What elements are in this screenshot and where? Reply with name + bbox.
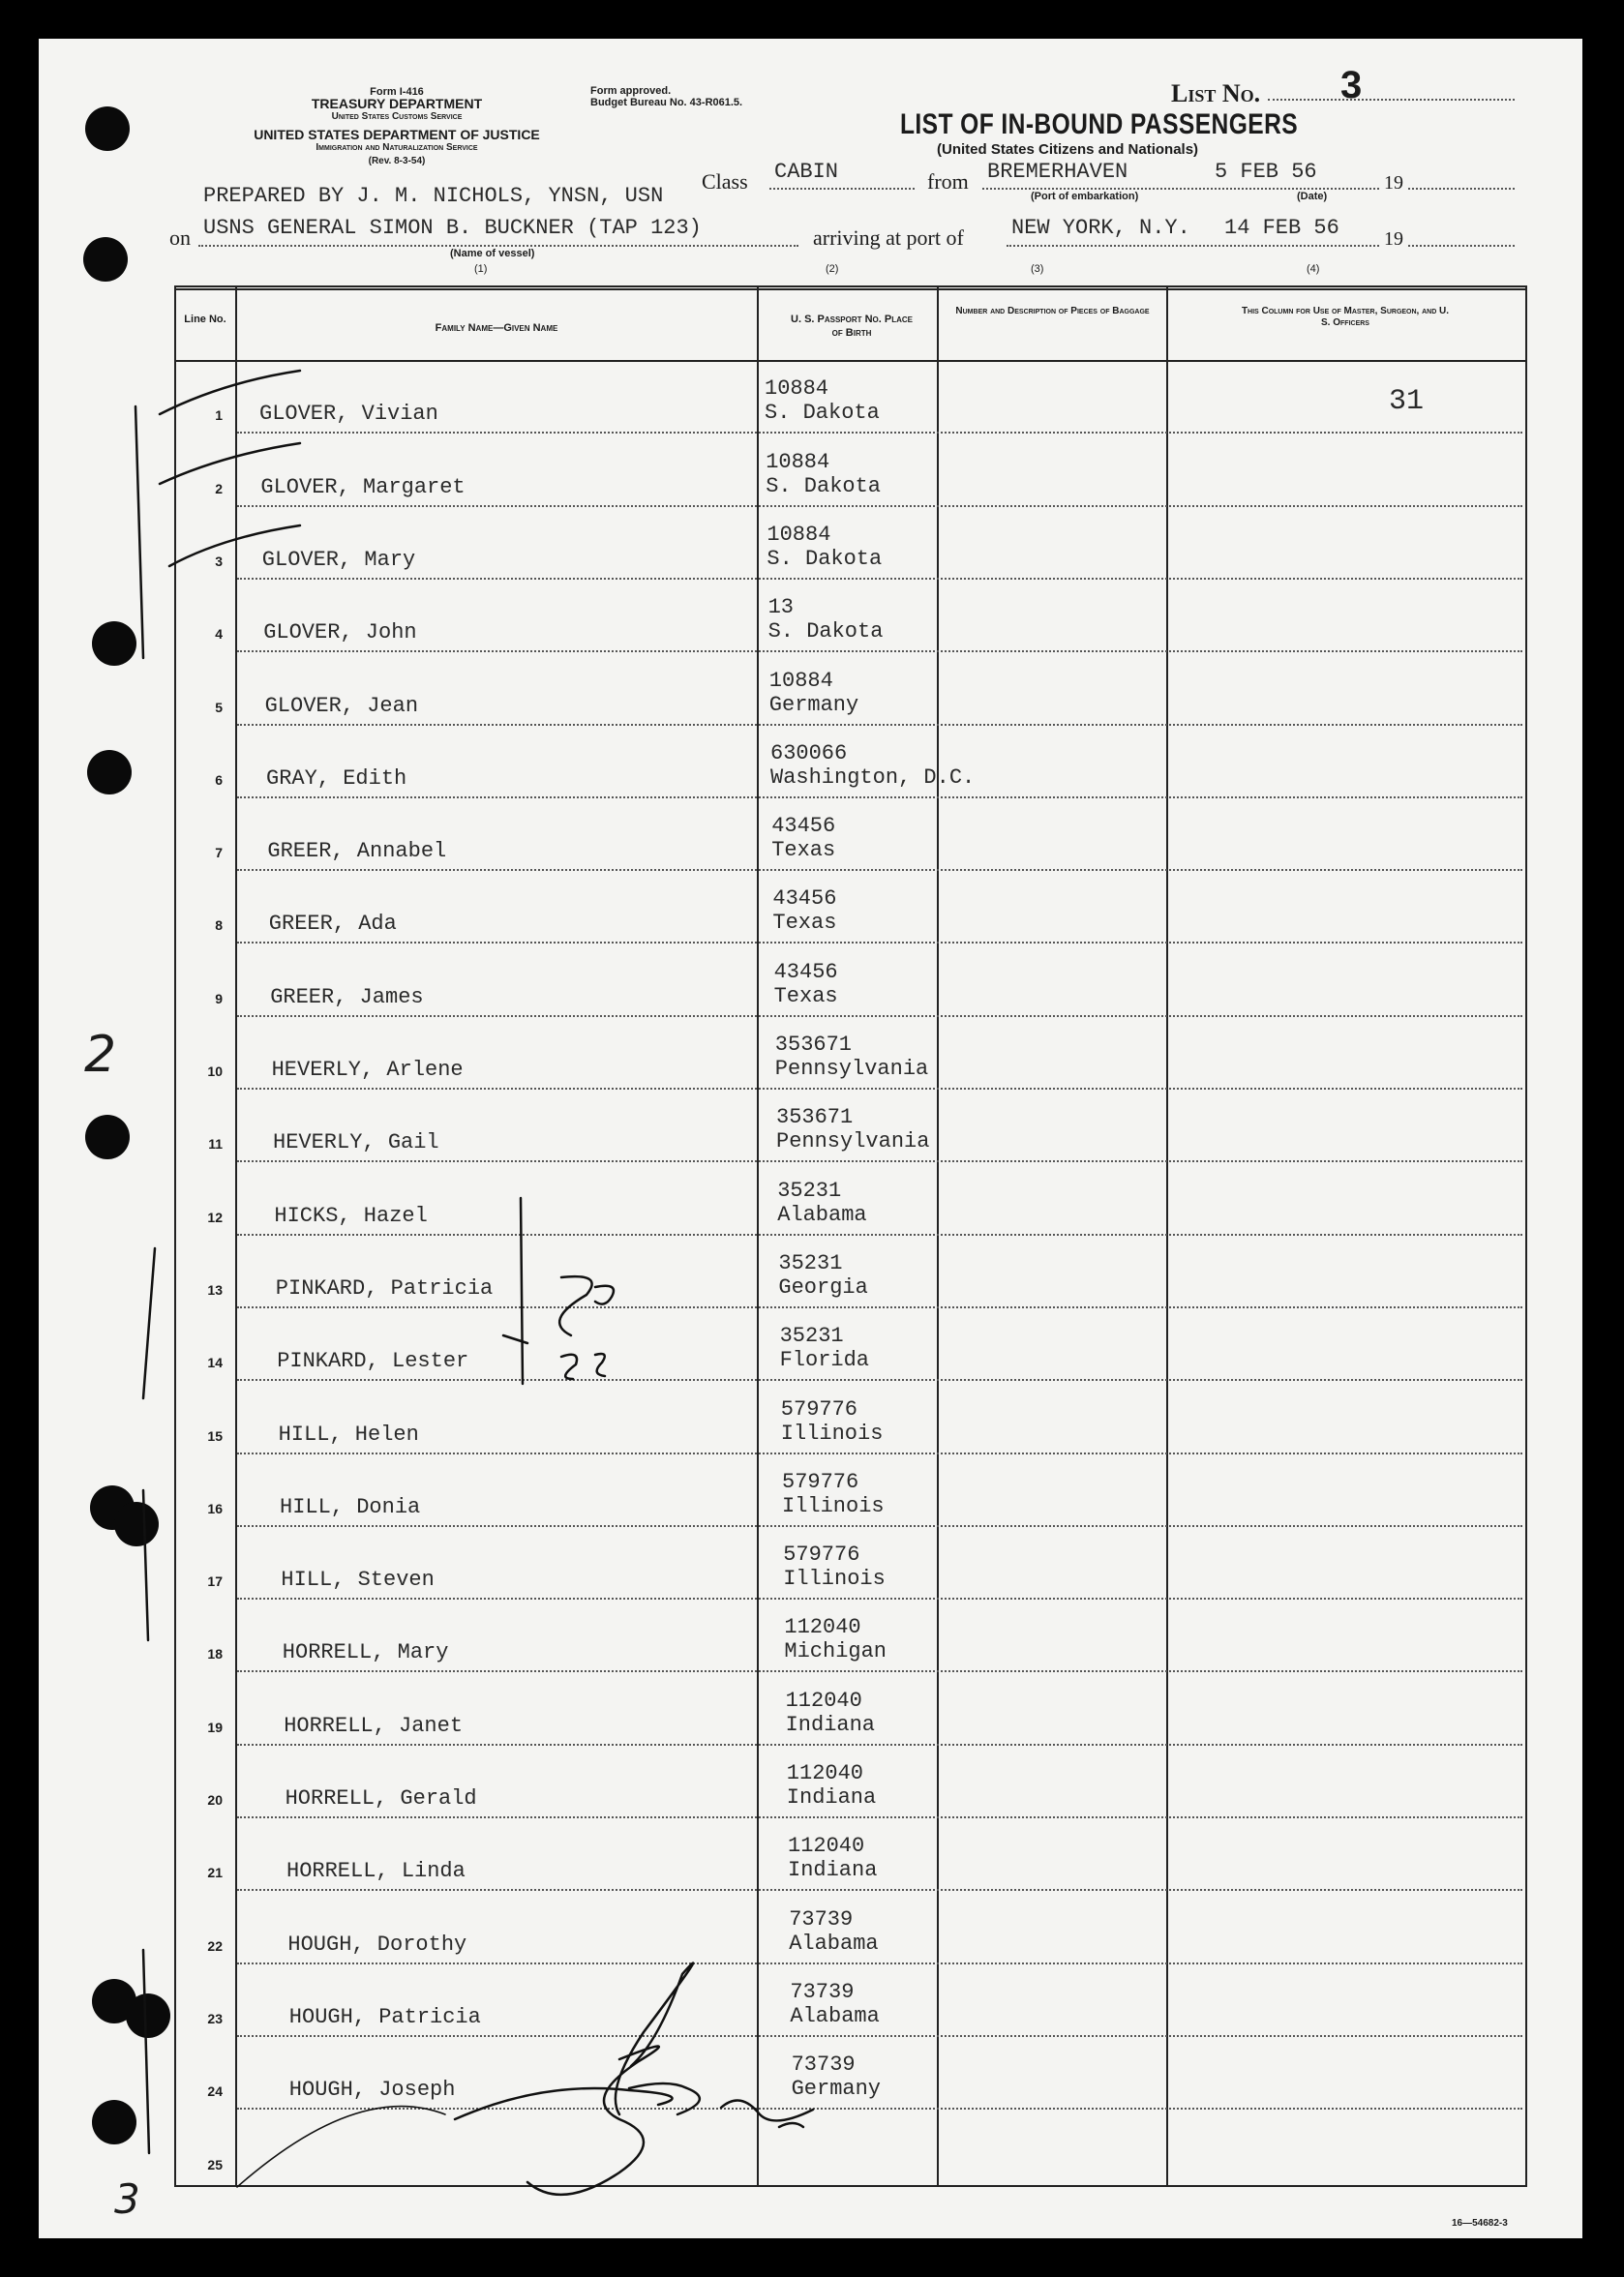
col-number-1: (1)	[474, 263, 488, 275]
row-line-number: 21	[207, 1865, 223, 1881]
port-embark-caption: (Port of embarkation)	[1031, 191, 1139, 202]
place-of-birth: S. Dakota	[765, 401, 880, 426]
passenger-name: HOUGH, Dorothy	[287, 1932, 467, 1957]
ins-service: Immigration and Naturalization Service	[316, 142, 478, 153]
row-line-number: 25	[207, 2156, 223, 2172]
passenger-name: PINKARD, Lester	[277, 1349, 469, 1374]
row-line-number: 20	[207, 1792, 223, 1808]
place-of-birth: Indiana	[788, 1858, 878, 1883]
row-line-number: 14	[207, 1355, 223, 1371]
col-header-passport: U. S. Passport No. Place of Birth	[791, 314, 913, 339]
handwritten-marks	[39, 39, 1582, 2238]
year-19-b: 19	[1384, 228, 1403, 250]
row-line-number: 10	[207, 1064, 223, 1079]
customs-service: United States Customs Service	[331, 111, 463, 122]
passport-number: 35231	[779, 1324, 844, 1349]
place-of-birth: Indiana	[785, 1712, 876, 1737]
vessel-caption: (Name of vessel)	[450, 248, 535, 259]
place-of-birth: Washington, D.C.	[770, 764, 976, 790]
passport-number: 579776	[782, 1469, 859, 1494]
margin-note-2: 2	[84, 1026, 117, 1084]
row-line-number: 6	[215, 771, 223, 788]
form-approved: Form approved.	[590, 85, 672, 97]
row-line-number: 2	[215, 480, 223, 496]
passport-number: 112040	[786, 1761, 864, 1785]
place-of-birth: Texas	[773, 983, 838, 1008]
passport-number: 630066	[770, 740, 848, 765]
passport-number: 73739	[790, 1979, 855, 2004]
passport-number: 112040	[788, 1834, 865, 1859]
place-of-birth: Florida	[779, 1348, 870, 1373]
passport-number: 353671	[776, 1105, 854, 1130]
place-of-birth: Illinois	[783, 1567, 886, 1592]
place-of-birth: S. Dakota	[767, 546, 883, 571]
passport-number: 10884	[766, 449, 830, 474]
passenger-name: GLOVER, Vivian	[259, 402, 438, 427]
place-of-birth: Indiana	[786, 1785, 877, 1810]
row-line-number: 12	[207, 1209, 223, 1225]
place-of-birth: Texas	[771, 838, 836, 863]
place-of-birth: Alabama	[789, 1931, 879, 1956]
passport-number: 353671	[774, 1033, 853, 1057]
passenger-name: GREER, James	[270, 984, 424, 1009]
vessel-name: USNS GENERAL SIMON B. BUCKNER (TAP 123)	[203, 216, 702, 240]
officer-note: 31	[1389, 385, 1425, 418]
place-of-birth: S. Dakota	[766, 473, 882, 498]
form-number: Form I-416	[370, 86, 424, 98]
place-of-birth: Alabama	[777, 1202, 867, 1227]
row-line-number: 16	[207, 1500, 223, 1516]
passenger-name: GRAY, Edith	[266, 765, 407, 791]
row-line-number: 15	[207, 1427, 223, 1444]
passport-number: 13	[767, 595, 794, 620]
row-line-number: 22	[207, 1937, 223, 1954]
row-line-number: 8	[215, 917, 223, 934]
year-19-a: 19	[1384, 172, 1403, 194]
from-label: from	[927, 169, 969, 194]
passenger-name: HORRELL, Mary	[282, 1640, 449, 1665]
justice-department: UNITED STATES DEPARTMENT OF JUSTICE	[254, 127, 540, 142]
passenger-name: HILL, Helen	[278, 1422, 419, 1447]
row-line-number: 17	[207, 1573, 223, 1590]
col-number-2: (2)	[826, 263, 839, 275]
place-of-birth: Germany	[768, 692, 859, 717]
passenger-name: HORRELL, Gerald	[285, 1786, 477, 1811]
passport-number: 43456	[772, 886, 837, 912]
row-line-number: 24	[207, 2083, 223, 2100]
document-title: LIST OF IN-BOUND PASSENGERS	[900, 108, 1299, 140]
passport-number: 43456	[771, 814, 836, 839]
row-line-number: 4	[215, 626, 223, 643]
row-line-number: 23	[207, 2010, 223, 2026]
arrival-port: NEW YORK, N.Y.	[1011, 216, 1190, 240]
passenger-name: HORRELL, Linda	[286, 1859, 466, 1884]
place-of-birth: Pennsylvania	[776, 1129, 930, 1154]
row-line-number: 5	[215, 699, 223, 715]
arrival-date: 14 FEB 56	[1224, 216, 1339, 240]
place-of-birth: Georgia	[778, 1274, 868, 1300]
passenger-name: GLOVER, Margaret	[260, 474, 466, 499]
place-of-birth: Pennsylvania	[774, 1057, 929, 1081]
class-label: Class	[702, 169, 748, 194]
passport-number: 73739	[791, 2052, 856, 2078]
place-of-birth: Germany	[791, 2077, 882, 2102]
margin-note-3: 3	[114, 2175, 140, 2223]
passport-number: 10884	[767, 522, 831, 547]
print-code: 16—54682-3	[1452, 2218, 1508, 2229]
date-caption: (Date)	[1297, 191, 1328, 202]
passport-number: 10884	[768, 668, 833, 693]
passport-number: 10884	[765, 376, 829, 402]
passenger-name: GLOVER, Mary	[261, 547, 416, 572]
arriving-label: arriving at port of	[813, 225, 964, 250]
list-no-value: 3	[1340, 64, 1363, 106]
row-line-number: 1	[215, 407, 223, 424]
treasury-department: TREASURY DEPARTMENT	[311, 96, 483, 111]
col-header-line-no: Line No.	[184, 314, 226, 325]
embarkation-date: 5 FEB 56	[1215, 160, 1317, 184]
passenger-name: HEVERLY, Gail	[273, 1130, 439, 1155]
manifest-sheet	[39, 39, 1582, 2238]
place-of-birth: Alabama	[790, 2003, 880, 2028]
col-number-3: (3)	[1031, 263, 1044, 275]
passport-number: 35231	[777, 1178, 842, 1203]
prepared-by: PREPARED BY J. M. NICHOLS, YNSN, USN	[203, 184, 664, 208]
passenger-name: PINKARD, Patricia	[275, 1275, 494, 1301]
passenger-name: HOUGH, Patricia	[288, 2004, 481, 2029]
col-header-baggage: Number and Description of Pieces of Baggage	[955, 306, 1150, 316]
budget-bureau-no: Budget Bureau No. 43-R061.5.	[590, 97, 743, 108]
row-line-number: 3	[215, 553, 223, 569]
row-line-number: 9	[215, 990, 223, 1006]
list-no-label: List No.	[1171, 79, 1261, 107]
passenger-name: HILL, Donia	[280, 1494, 421, 1519]
passenger-name: GLOVER, Jean	[264, 693, 419, 718]
revision-date: (Rev. 8-3-54)	[368, 156, 426, 166]
row-line-number: 19	[207, 1719, 223, 1735]
place-of-birth: Texas	[772, 911, 837, 936]
class-value: CABIN	[774, 160, 839, 184]
on-label: on	[169, 225, 191, 250]
col-header-officers: This Column for Use of Master, Surgeon, and U. S. Officers	[1241, 306, 1450, 328]
passenger-name: HORRELL, Janet	[284, 1713, 464, 1738]
passport-number: 112040	[784, 1615, 861, 1640]
passenger-name: GREER, Annabel	[267, 839, 447, 864]
document-subtitle: (United States Citizens and Nationals)	[937, 141, 1199, 158]
passenger-name: HICKS, Hazel	[274, 1203, 428, 1228]
row-line-number: 7	[215, 845, 223, 861]
passenger-name: GLOVER, John	[263, 620, 417, 645]
place-of-birth: Illinois	[782, 1493, 885, 1518]
col-header-name: Family Name—Given Name	[435, 322, 558, 334]
place-of-birth: S. Dakota	[767, 619, 884, 644]
row-line-number: 11	[208, 1136, 223, 1153]
passenger-name: GREER, Ada	[268, 912, 397, 937]
passport-number: 579776	[783, 1543, 860, 1568]
passenger-name: HOUGH, Joseph	[288, 2078, 456, 2103]
passport-number: 112040	[785, 1688, 862, 1713]
passport-number: 579776	[780, 1396, 858, 1422]
passport-number: 35231	[778, 1250, 843, 1275]
passport-number: 73739	[789, 1906, 854, 1932]
passenger-name: HILL, Steven	[281, 1568, 435, 1593]
place-of-birth: Michigan	[784, 1639, 887, 1664]
col-number-4: (4)	[1307, 263, 1320, 275]
row-line-number: 18	[207, 1646, 223, 1663]
passport-number: 43456	[773, 959, 838, 984]
passenger-name: HEVERLY, Arlene	[271, 1058, 464, 1082]
row-line-number: 13	[207, 1281, 223, 1298]
place-of-birth: Illinois	[780, 1421, 884, 1446]
port-of-embarkation: BREMERHAVEN	[987, 160, 1128, 184]
